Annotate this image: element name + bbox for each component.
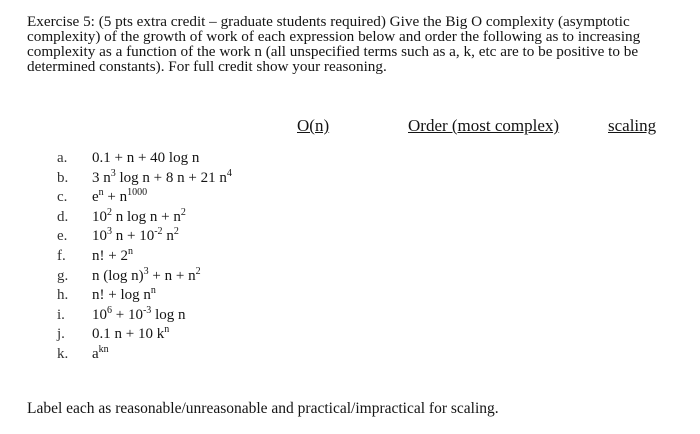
item-expression: n (log $n)^3 + n + n^2$: [92, 265, 201, 284]
item-expression: 3 $n^3$ log n + 8 n + 21 $n^4$: [92, 167, 232, 186]
exponent: 2: [107, 206, 112, 218]
item-expression: $10^6 + 10^{-3}$ log n: [92, 304, 186, 323]
item-letter: j.: [57, 326, 65, 343]
item-letter: e.: [57, 228, 68, 245]
item-letter: d.: [57, 208, 69, 225]
item-expression: n! + $\log n^n$: [92, 285, 156, 304]
instruction-footer: Label each as reasonable/unreasonable and practical/impractical for scaling.: [27, 400, 499, 417]
item-expression: 0.1 + n + 40 log n: [92, 150, 200, 166]
column-header-order: Order (most complex): [408, 116, 560, 135]
item-letter: i.: [57, 306, 65, 323]
item-letter: k.: [57, 346, 69, 362]
item-letter: c.: [57, 189, 68, 206]
item-expression: 0.1 n + 10 $k^n$: [92, 324, 170, 343]
exponent: 1000: [127, 187, 148, 199]
prompt-line: determined constants). For full credit show your reasoning.: [27, 58, 387, 75]
exponent: -3: [142, 304, 152, 316]
exponent: n: [164, 324, 170, 336]
exponent: 3: [110, 167, 116, 179]
item-letter: h.: [57, 287, 69, 304]
item-letter: f.: [57, 248, 66, 264]
exponent: kn: [98, 344, 109, 355]
item-expression: $a^{kn}$: [92, 344, 109, 362]
item-expression: $10^3$ $n + 10^{-2}$ $n^2$: [92, 226, 179, 245]
exponent: n: [98, 187, 104, 199]
exercise-prompt: [27, 14, 677, 74]
exponent: 4: [226, 167, 232, 179]
column-header-scaling: scaling: [608, 116, 657, 135]
exponent: 6: [107, 304, 112, 316]
prompt-line: Exercise 5: (5 pts extra credit – graduate students required) Give the Big O complexity (asymptotic: [27, 13, 630, 30]
exponent: 2: [173, 226, 179, 238]
prompt-line: complexity as a function of the work n (all unspecified terms such as a, k, etc are to be positive to be: [27, 43, 639, 60]
exponent: 2: [195, 265, 201, 277]
exponent: 3: [143, 265, 149, 277]
exponent: n: [127, 246, 133, 257]
item-expression: $10^2$ n $\log n + n^2$: [92, 206, 186, 225]
column-header-big-o: O(n): [297, 116, 330, 135]
item-expression: $e^n + n^{1000}$: [92, 187, 148, 206]
item-expression: n! + $2^n$: [92, 246, 133, 264]
item-letter: g.: [57, 267, 69, 284]
exponent: 3: [107, 226, 112, 238]
item-letter: b.: [57, 169, 69, 186]
item-letter: a.: [57, 150, 68, 166]
exponent: n: [150, 285, 156, 297]
exponent: -2: [154, 226, 163, 238]
exponent: 2: [180, 206, 186, 218]
prompt-line: complexity) of the growth of work of each expression below and order the following as to increasing: [27, 28, 641, 45]
